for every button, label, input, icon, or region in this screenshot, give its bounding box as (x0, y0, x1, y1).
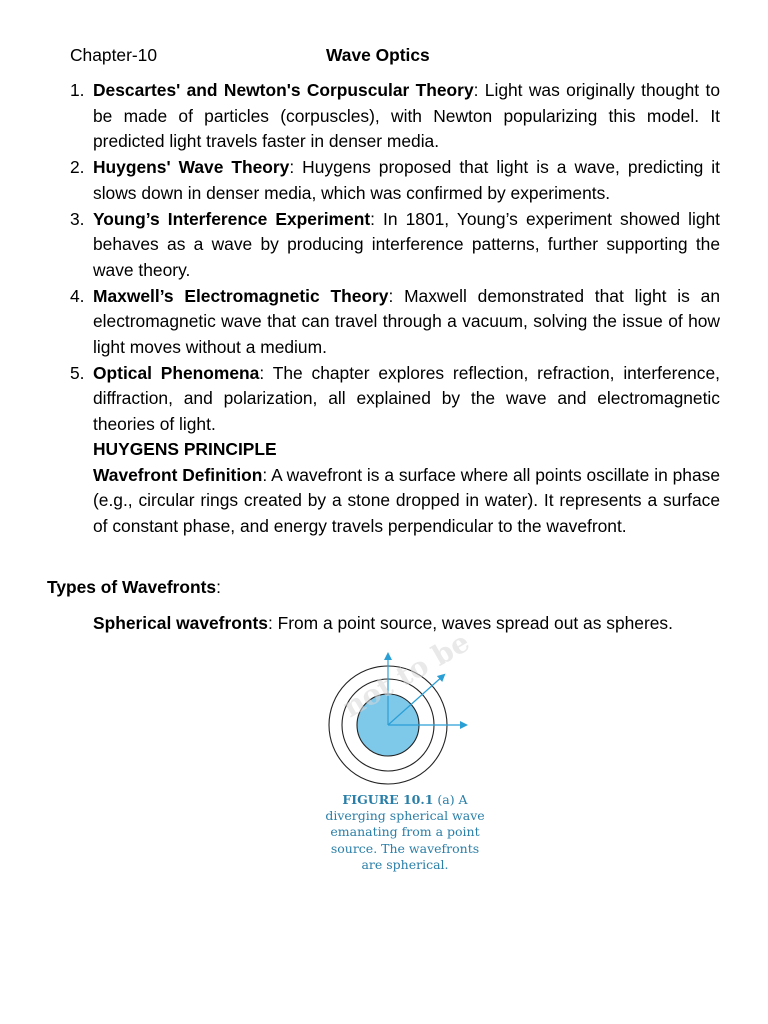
list-text: : In 1801, Young’s experiment showed light behaves as a wave by producing interference patterns, further supporting the wave theory. (93, 208, 720, 280)
list-term: Descartes' and Newton's Corpuscular Theory (93, 80, 474, 100)
figure-label: FIGURE 10.1 (342, 792, 434, 807)
wavefront-definition (93, 463, 720, 540)
list-number: 2. (70, 157, 85, 178)
list-term: Maxwell’s Electromagnetic Theory (93, 285, 389, 306)
section-heading: HUYGENS PRINCIPLE (93, 439, 277, 459)
spherical-text: : From a point source, waves spread out as spheres. (267, 613, 673, 633)
list-item (0, 361, 768, 438)
spherical-wavefronts-line (93, 611, 673, 637)
list-item (0, 78, 768, 155)
page-header (70, 43, 710, 69)
list-term: Young’s Interference Experiment (93, 208, 371, 229)
list-item (0, 284, 768, 361)
types-heading-suffix: : (216, 577, 221, 597)
list-number: 3. (70, 208, 85, 229)
list-item (0, 207, 768, 284)
theory-list (0, 78, 768, 438)
figure-caption (320, 792, 490, 873)
spherical-term: Spherical wavefronts (93, 613, 268, 633)
list-number: 5. (70, 362, 85, 383)
types-heading (47, 575, 221, 601)
list-term: Huygens' Wave Theory (93, 157, 290, 178)
list-term: Optical Phenomena (93, 362, 260, 383)
list-number: 4. (70, 285, 85, 306)
list-text: : Maxwell demonstrated that light is an electromagnetic wave that can travel through a vacuum, solving the issue of how light moves without a medium. (93, 285, 721, 358)
definition-text: : A wavefront is a surface where all points oscillate in phase (e.g., circular rings created by a stone dropped in water). It represents a surface of constant phase, and energy travels perpendicular to the wavefront. (93, 464, 720, 537)
types-heading-label: Types of Wavefronts (47, 577, 217, 597)
list-text: : The chapter explores reflection, refraction, interference, diffraction, and polarization, all explained by the wave and electromagnetic theories of light. (93, 362, 720, 435)
figure-10-1 (320, 625, 490, 898)
list-item (0, 155, 768, 206)
caption-text: (a) A diverging spherical wave emanating from a point source. The wavefronts are spherical. (325, 792, 485, 872)
huygens-principle-section (93, 437, 720, 540)
chapter-label: Chapter-10 (70, 45, 158, 65)
list-text: : Light was originally thought to be made of particles (corpuscles), with Newton popularizing this model. It predicted light travels faster in denser media. (93, 80, 720, 152)
definition-term: Wavefront Definition (93, 464, 263, 485)
watermark-text: not to be (337, 625, 476, 725)
document-title: Wave Optics (326, 45, 430, 65)
watermark (320, 625, 476, 728)
list-number: 1. (70, 80, 85, 100)
list-text: : Huygens proposed that light is a wave, predicting it slows down in denser media, which was confirmed by experiments. (93, 157, 720, 203)
